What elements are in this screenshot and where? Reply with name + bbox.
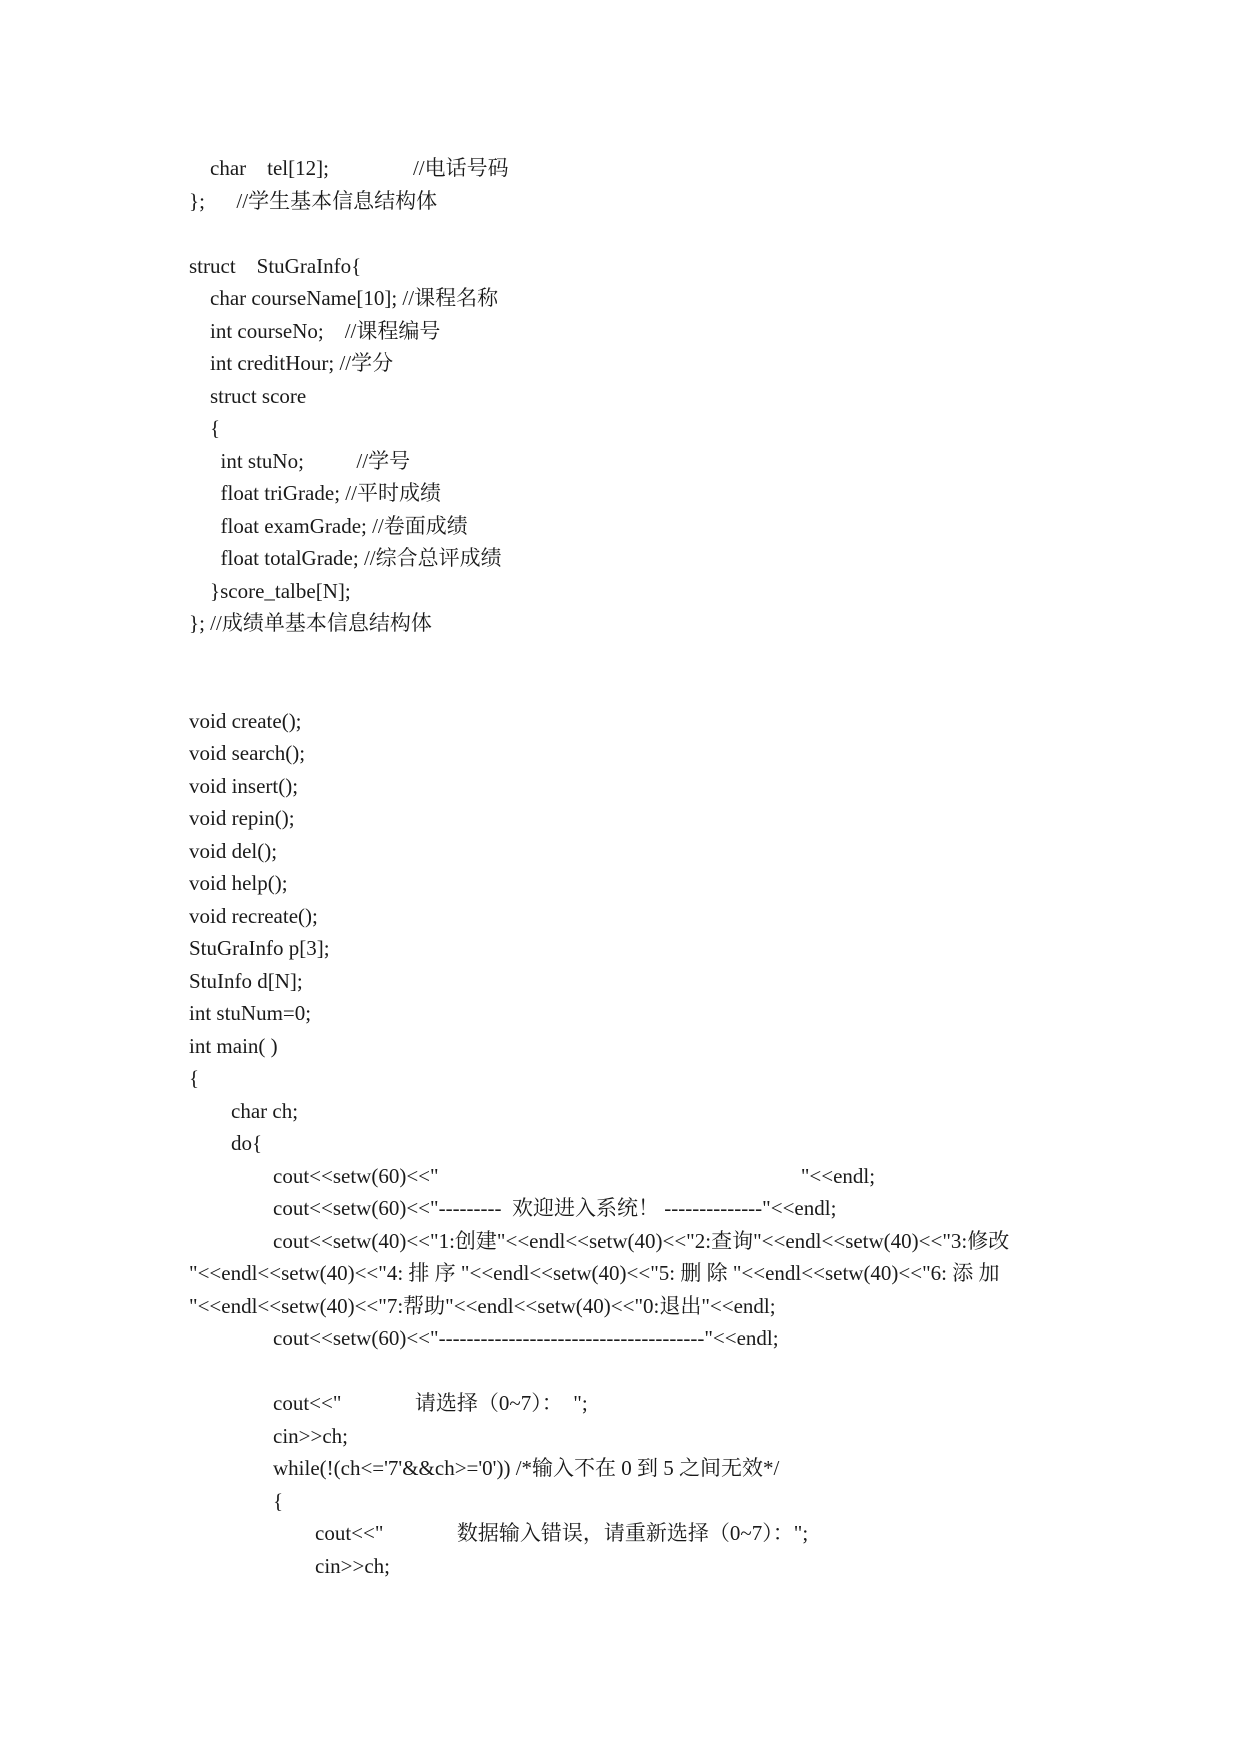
code-line: int stuNum=0;: [189, 1001, 312, 1025]
code-line: struct score: [189, 383, 307, 408]
code-line: void repin();: [189, 806, 295, 830]
code-line: StuInfo d[N];: [189, 968, 303, 993]
code-line: [189, 1355, 1069, 1388]
code-line: }; //学生基本信息结构体: [189, 188, 438, 213]
code-line: void insert();: [189, 773, 299, 798]
code-line: int courseNo; //课程编号: [189, 318, 441, 343]
code-line: float triGrade; //平时成绩: [189, 481, 441, 505]
code-line: "<<endl<<setw(40)<<"4: 排 序 "<<endl<<setw(40)<<"5: 删 除 "<<endl<<setw(40)<<"6: 添 加: [189, 1261, 1000, 1285]
code-line: char tel[12]; //电话号码: [189, 156, 509, 180]
code-line: char ch;: [189, 1098, 299, 1123]
code-line: while(!(ch<='7'&&ch>='0')) /*输入不在 0 到 5 之间无效*/: [189, 1456, 780, 1480]
code-line: do{: [189, 1131, 263, 1155]
code-line: cout<<setw(40)<<"1:创建"<<endl<<setw(40)<<"2:查询"<<endl<<setw(40)<<"3:修改: [189, 1228, 1010, 1253]
code-line: cin>>ch;: [189, 1423, 348, 1448]
code-line: [189, 640, 1069, 673]
code-line: struct StuGraInfo{: [189, 253, 362, 278]
code-line: {: [189, 1066, 200, 1090]
code-line: cout<<" 数据输入错误，请重新选择（0~7）：";: [189, 1521, 809, 1545]
code-line: [189, 217, 1069, 250]
code-line: int stuNo; //学号: [189, 448, 411, 473]
code-line: void help();: [189, 871, 288, 895]
code-line: void search();: [189, 741, 306, 765]
code-line: int creditHour; //学分: [189, 351, 394, 375]
code-line: cout<<setw(60)<<"--------------------------------------"<<endl;: [189, 1326, 779, 1350]
code-line: cin>>ch;: [189, 1553, 390, 1578]
code-line: {: [189, 1488, 284, 1513]
code-line: void create();: [189, 708, 302, 733]
code-line: "<<endl<<setw(40)<<"7:帮助"<<endl<<setw(40)<<"0:退出"<<endl;: [189, 1293, 776, 1318]
code-line: char courseName[10]; //课程名称: [189, 286, 499, 310]
code-line: }; //成绩单基本信息结构体: [189, 611, 432, 635]
code-listing: [189, 152, 1069, 1582]
code-line: StuGraInfo p[3];: [189, 936, 330, 960]
code-line: float totalGrade; //综合总评成绩: [189, 546, 502, 570]
code-line: int main( ): [189, 1033, 278, 1058]
code-line: cout<<" 请选择（0~7）： ";: [189, 1391, 588, 1415]
code-line: void del();: [189, 838, 278, 863]
code-line: void recreate();: [189, 903, 318, 928]
code-line: cout<<setw(60)<<" "<<endl;: [189, 1163, 876, 1188]
code-line: {: [189, 416, 221, 440]
code-line: cout<<setw(60)<<"--------- 欢迎进入系统！ --------------"<<endl;: [189, 1196, 837, 1220]
code-line: [189, 672, 1069, 705]
code-line: }score_talbe[N];: [189, 578, 351, 603]
code-line: float examGrade; //卷面成绩: [189, 513, 468, 538]
